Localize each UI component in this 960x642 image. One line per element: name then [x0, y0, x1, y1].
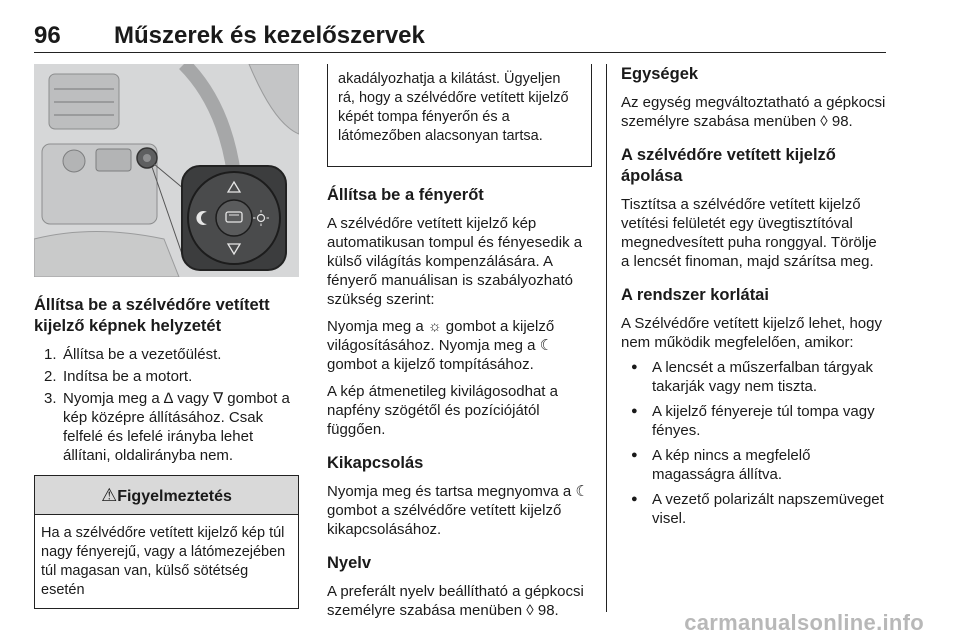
column-divider-2-3 [606, 64, 607, 612]
list-item: ● A kijelző fényereje túl tompa vagy fényes. [621, 402, 886, 440]
header-rule [34, 52, 886, 53]
hud-controls-figure [34, 64, 299, 277]
page-title: Műszerek és kezelőszervek [114, 22, 425, 49]
list-item: ● A lencsét a műszerfalban tárgyak takarják vagy nem tiszta. [621, 358, 886, 396]
units-text: Az egység megváltoztatható a gépkocsi személyre szabása menüben ◊ 98. [621, 94, 886, 130]
page-header [34, 18, 886, 54]
list-item: ● A vezető polarizált napszemüveget visel. [621, 490, 886, 528]
warning-icon: ⚠ [101, 485, 118, 505]
list-item: ● A kép nincs a megfelelő magasságra állítva. [621, 446, 886, 484]
warning-box [34, 475, 299, 609]
step-item: 1. Állítsa be a vezetőülést. [44, 346, 222, 363]
brightness-text-1: A szélvédőre vetített kijelző kép automatikusan tompul és fényesedik a külső világítás kompenzálására. A fényerő manuálisan is szabályozható szükség szerint: [327, 215, 583, 308]
language-heading: Nyelv [327, 554, 372, 572]
limits-intro: A Szélvédőre vetített kijelző lehet, hogy nem működik megfelelően, amikor: [621, 315, 882, 351]
warning-header [35, 476, 298, 515]
off-heading: Kikapcsolás [327, 454, 424, 472]
warning-title: Figyelmeztetés [117, 488, 232, 505]
brightness-text-3: A kép átmenetileg kivilágosodhat a napfény szögétől és pozíciójától függően. [327, 383, 558, 438]
step-item: 2. Indítsa be a motort. [44, 368, 193, 385]
watermark: carmanualsonline.info [684, 610, 924, 635]
care-heading: A szélvédőre vetített kijelző ápolása [621, 146, 836, 185]
units-heading: Egységek [621, 65, 699, 83]
position-heading: Állítsa be a szélvédőre vetített kijelző képnek helyzetét [34, 296, 270, 335]
column-2 [327, 64, 592, 620]
column-1-rule [298, 530, 299, 600]
step-item: 3. Nyomja meg a ∆ vagy ∇ gombot a kép középre állításához. Csak felfelé és lefelé irányba lehet állítani, oldalirányba nem. [44, 390, 290, 464]
brightness-text-2: Nyomja meg a ☼ gombot a kijelző világosításához. Nyomja meg a ☾ gombot a kijelző tompításához. [327, 318, 555, 373]
position-steps [34, 345, 299, 465]
limits-list [621, 358, 886, 528]
language-text: A preferált nyelv beállítható a gépkocsi személyre szabása menüben ◊ 98. [327, 583, 584, 619]
column-3 [621, 64, 886, 534]
brightness-heading: Állítsa be a fényerőt [327, 186, 484, 204]
column-1 [34, 64, 299, 609]
care-text: Tisztítsa a szélvédőre vetített kijelző vetítési felületét egy üvegtisztítóval megnedvesített puha ronggyal. Törölje a lencsét finoman, majd szárítsa meg. [621, 196, 877, 270]
hud-controls-illustration [34, 64, 299, 277]
warning-text: Ha a szélvédőre vetített kijelző kép túl nagy fényerejű, vagy a látómezejében túl magasan van, külső sötétség esetén [41, 525, 286, 598]
page-number: 96 [34, 22, 61, 49]
limits-heading: A rendszer korlátai [621, 286, 769, 304]
warning-continuation: akadályozhatja a kilátást. Ügyeljen rá, hogy a szélvédőre vetített kijelző képét tompa fényerőn és a látómezőben alacsonyan tartsa. [327, 64, 592, 167]
off-text: Nyomja meg és tartsa megnyomva a ☾ gombot a szélvédőre vetített kijelző kikapcsolásához. [327, 483, 589, 538]
